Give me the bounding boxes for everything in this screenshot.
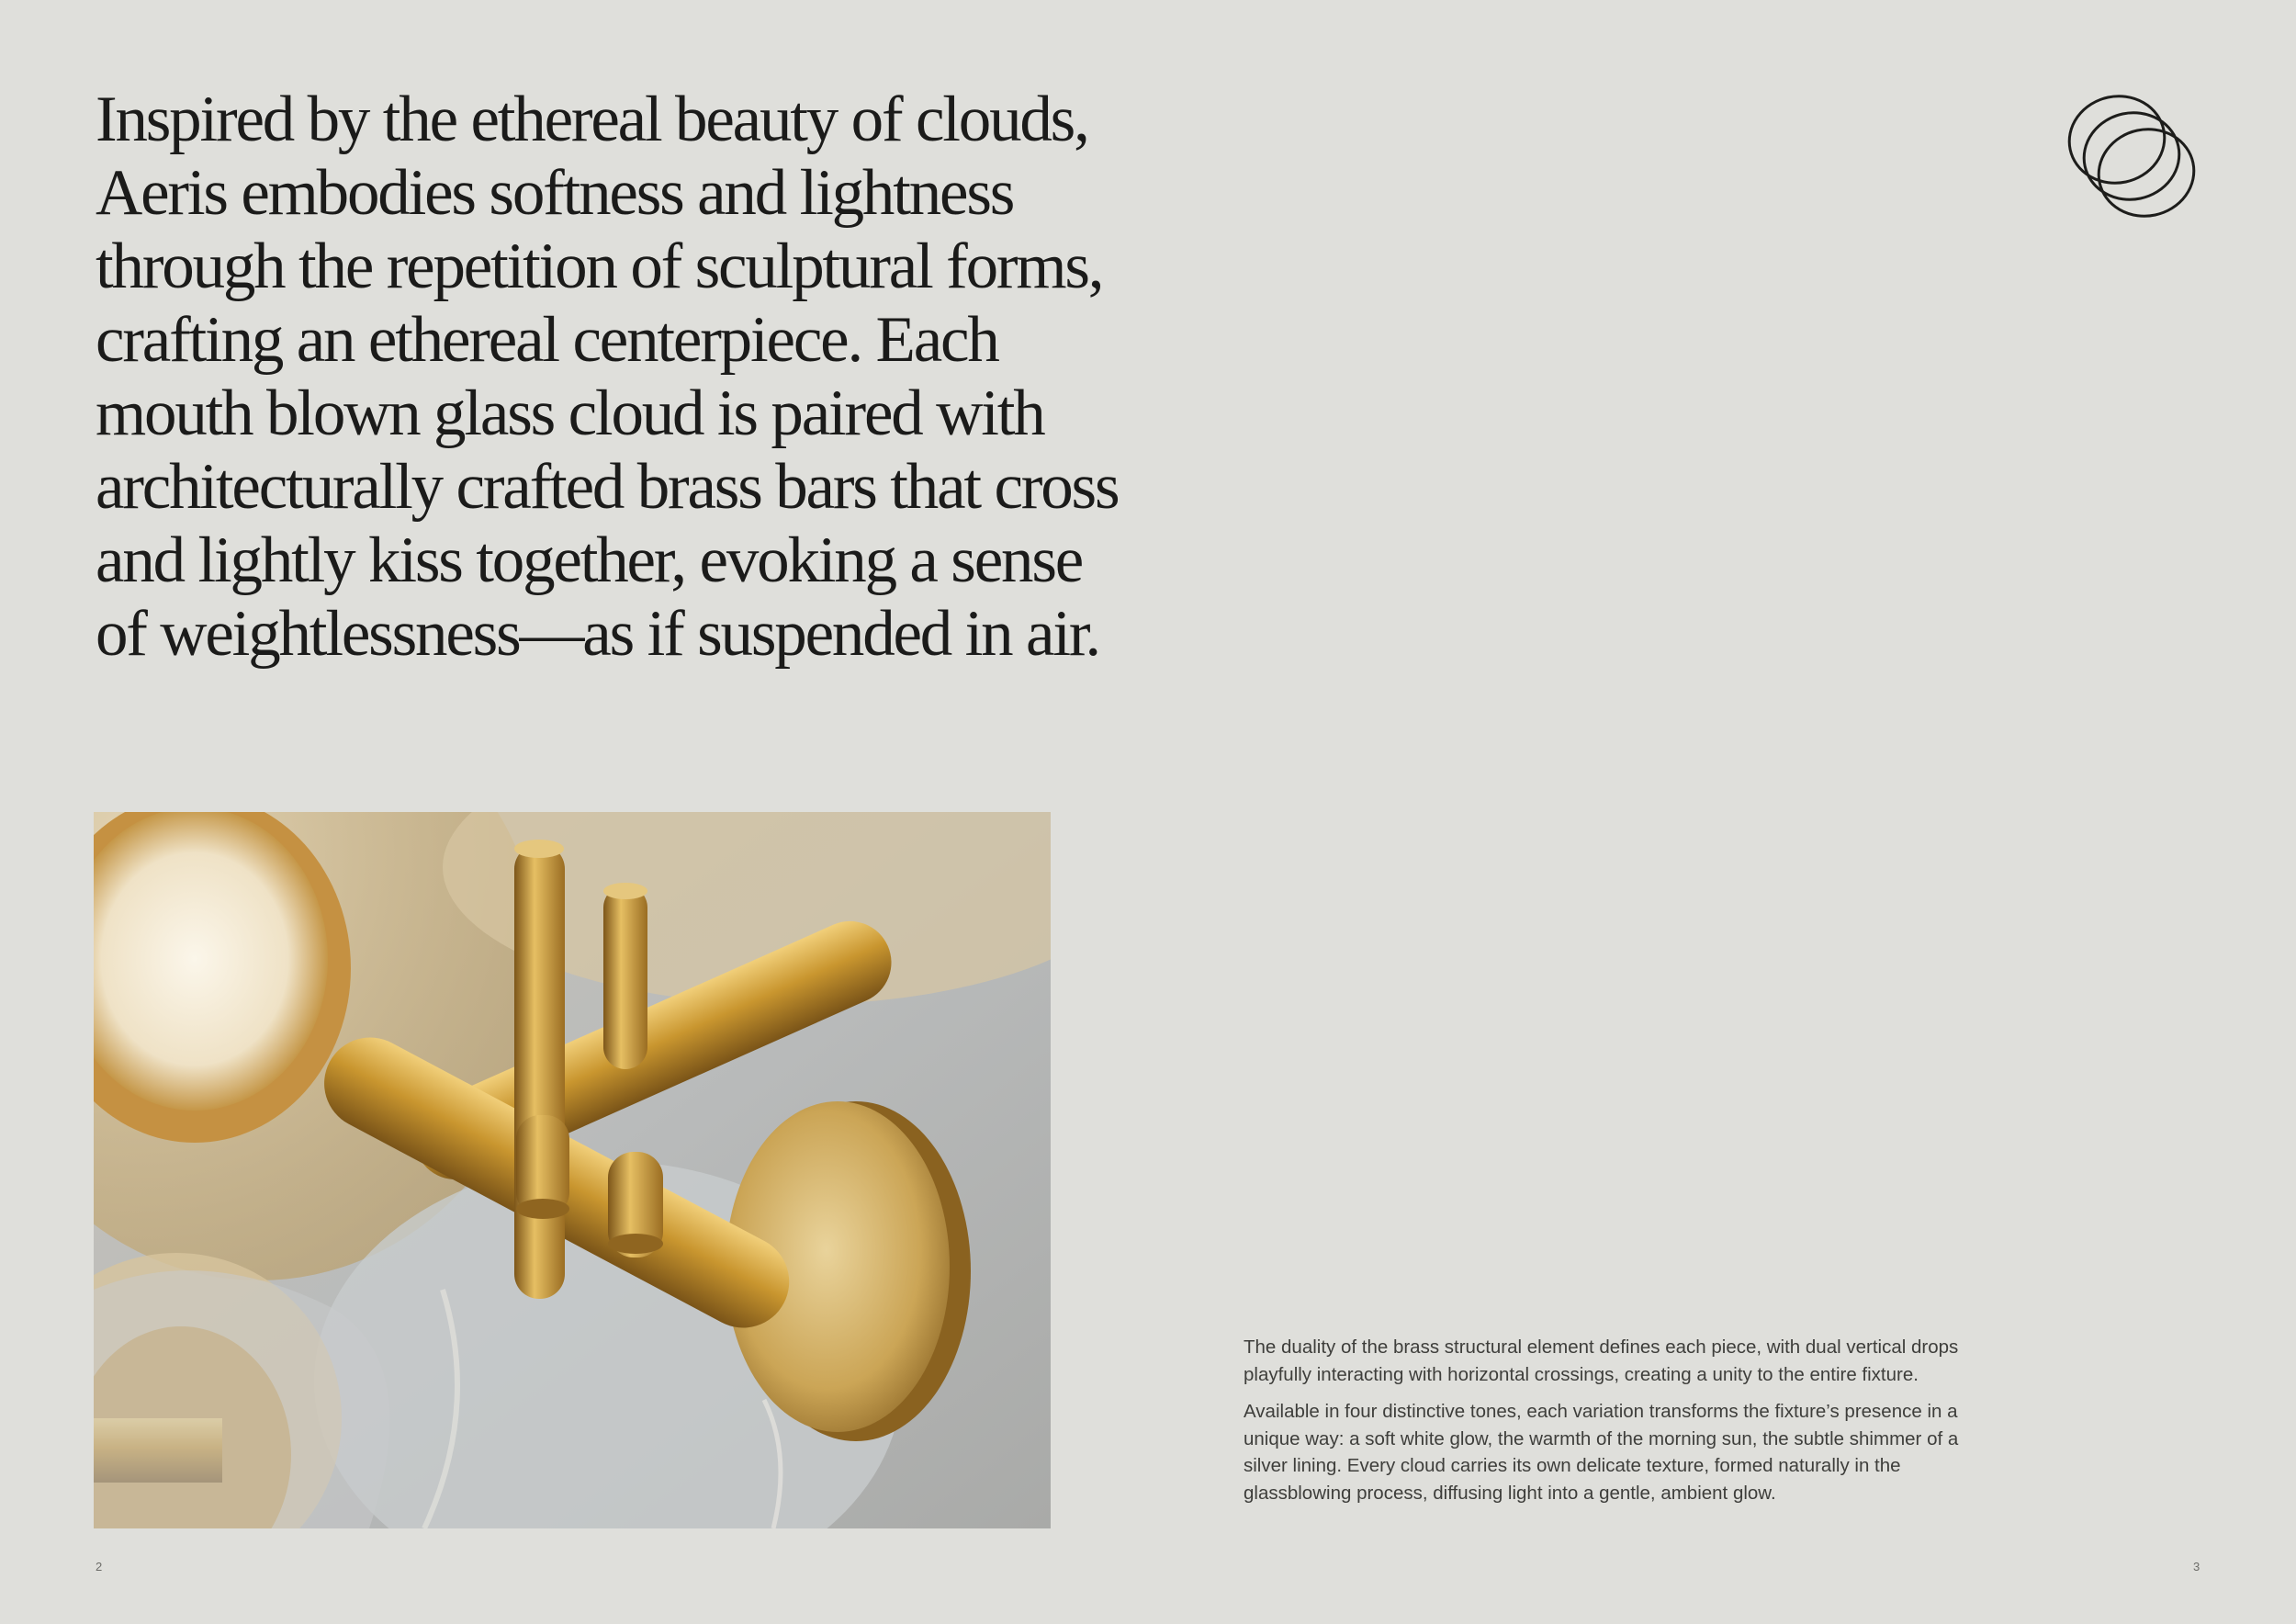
- body-paragraph-1: The duality of the brass structural element defines each piece, with dual vertical drops playfully interacting with horizontal crossings, creating a unity to the entire fixture.: [1244, 1336, 1959, 1385]
- brass-glass-detail-photo: [94, 812, 1051, 1528]
- page-number-right: 3: [2193, 1560, 2200, 1573]
- overlapping-circles-logo-icon: [2062, 92, 2204, 234]
- body-copy: [1244, 1334, 1969, 1517]
- headline-text: Inspired by the ethereal beauty of clouds, Aeris embodies softness and lightness through the repetition of sculptural forms, crafting an ethereal centerpiece. Each mouth blown glass cloud is paired with architecturally crafted brass bars that cross and lightly kiss together, evoking a sense of weightlessness—as if suspended in air.: [96, 84, 1119, 670]
- page-number-left: 2: [96, 1560, 103, 1573]
- body-paragraph-2: Available in four distinctive tones, each variation transforms the fixture’s presence in a unique way: a soft white glow, the warmth of the morning sun, the subtle shimmer of a silver lining. Every cloud carries its own delicate texture, formed naturally in the glassblowing process, diffusing light into a gentle, ambient glow.: [1244, 1401, 1959, 1504]
